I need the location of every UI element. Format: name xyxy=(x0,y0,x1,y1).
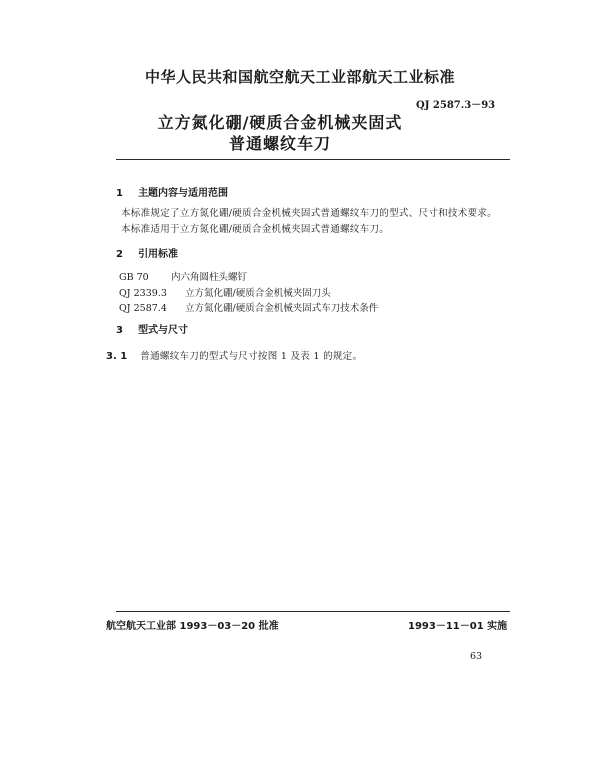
section-title: 型式与尺寸 xyxy=(138,325,189,336)
document-title-line2: 普通螺纹车刀 xyxy=(228,134,331,153)
reference-title: 立方氮化硼/硬质合金机械夹固刀头 xyxy=(185,288,331,299)
section-3-heading xyxy=(116,318,188,337)
approval-statement: 航空航天工业部 1993－03－20 批准 xyxy=(106,621,279,632)
section-2-heading xyxy=(116,242,178,261)
reference-title: 内六角圆柱头螺钉 xyxy=(171,272,248,283)
reference-code: QJ 2587.4 xyxy=(119,303,167,314)
clause-number: 3. 1 xyxy=(106,351,128,362)
section-number: 2 xyxy=(116,249,123,260)
standard-code: QJ 2587.3－93 xyxy=(416,100,496,111)
scope-paragraph-1: 本标准规定了立方氮化硼/硬质合金机械夹固式普通螺纹车刀的型式、尺寸和技术要求。 xyxy=(121,208,497,219)
reference-code: QJ 2339.3 xyxy=(119,288,167,299)
section-number: 1 xyxy=(116,188,123,199)
section-title: 主题内容与适用范围 xyxy=(138,188,229,199)
reference-code: GB 70 xyxy=(119,272,149,283)
header-divider xyxy=(116,159,510,160)
document-title-line1: 立方氮化硼/硬质合金机械夹固式 xyxy=(157,113,403,132)
clause-3-1 xyxy=(106,344,362,363)
reference-item xyxy=(119,296,378,315)
issuing-organization: 中华人民共和国航空航天工业部航天工业标准 xyxy=(144,68,455,86)
reference-title: 立方氮化硼/硬质合金机械夹固式车刀技术条件 xyxy=(185,303,379,314)
section-number: 3 xyxy=(116,325,123,336)
section-title: 引用标准 xyxy=(138,249,179,260)
section-1-heading xyxy=(116,181,228,200)
clause-text: 普通螺纹车刀的型式与尺寸按图 1 及表 1 的规定。 xyxy=(140,351,363,362)
footer-divider xyxy=(116,611,510,612)
scope-paragraph-2: 本标准适用于立方氮化硼/硬质合金机械夹固式普通螺纹车刀。 xyxy=(121,224,390,235)
page-number: 63 xyxy=(470,651,483,662)
implementation-date: 1993－11－01 实施 xyxy=(408,621,508,632)
